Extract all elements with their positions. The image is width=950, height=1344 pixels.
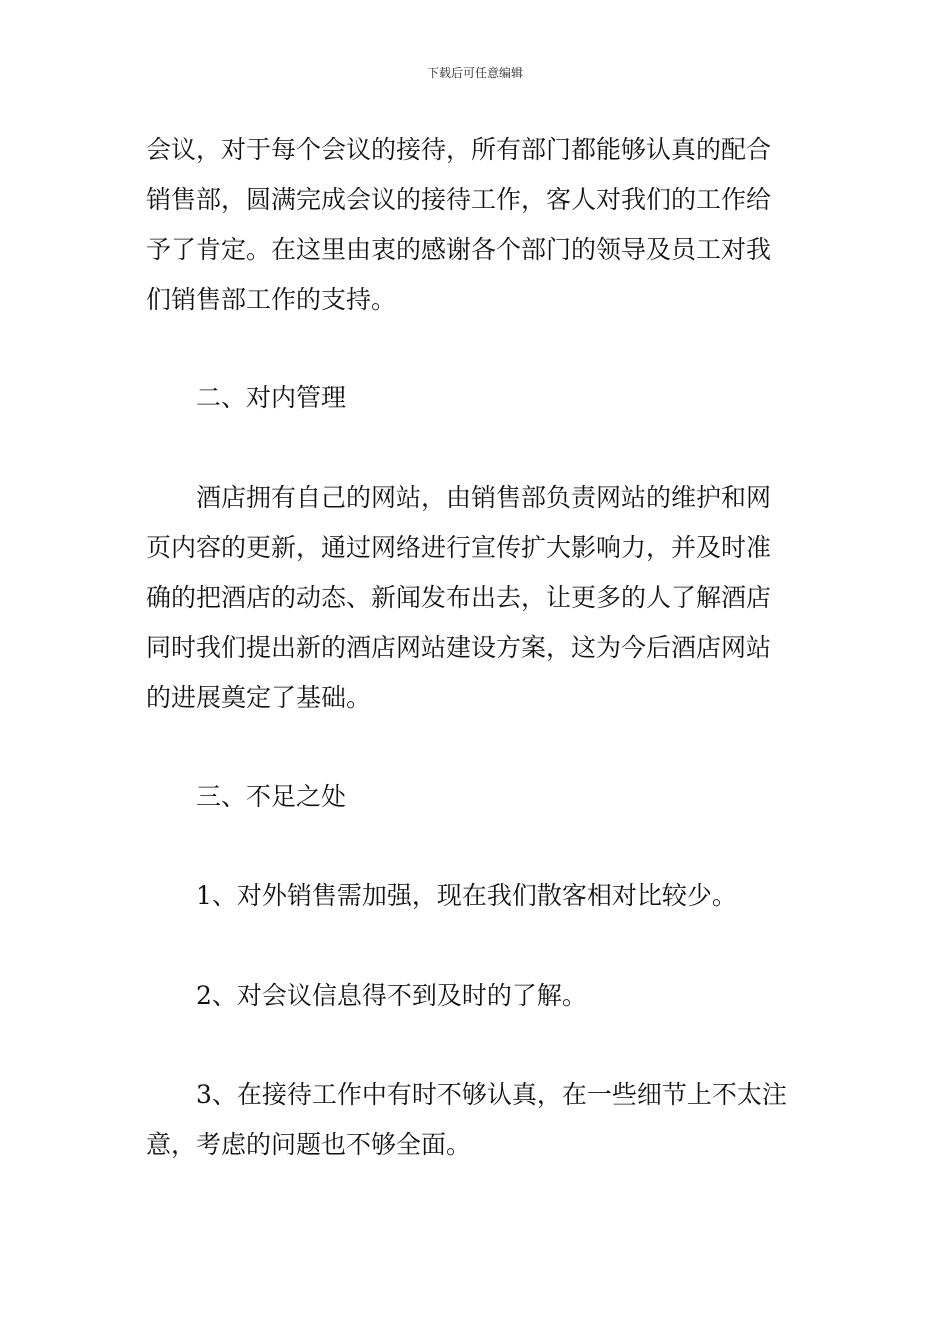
page-header-note: 下载后可任意编辑: [426, 66, 523, 80]
paragraph-line: 的进展奠定了基础。: [146, 683, 372, 712]
list-item-3: [146, 1070, 808, 1170]
list-item-2: 2、对会议信息得不到及时的了解。: [196, 981, 587, 1010]
paragraph-line: 意，考虑的问题也不够全面。: [146, 1130, 472, 1159]
paragraph-line: 销售部，圆满完成会议的接待工作，客人对我们的工作给: [146, 185, 772, 214]
paragraph-line: 们销售部工作的支持。: [146, 285, 397, 314]
paragraph-line: 酒店拥有自己的网站，由销售部负责网站的维护和网: [196, 483, 772, 512]
paragraph-meeting-reception: [146, 125, 808, 325]
paragraph-line: 页内容的更新，通过网络进行宣传扩大影响力，并及时准: [146, 533, 772, 562]
paragraph-line: 会议，对于每个会议的接待，所有部门都能够认真的配合: [146, 135, 772, 164]
paragraph-line: 确的把酒店的动态、新闻发布出去，让更多的人了解酒店: [146, 583, 772, 612]
paragraph-line: 予了肯定。在这里由衷的感谢各个部门的领导及员工对我: [146, 235, 772, 264]
section-heading-shortcomings: 三、不足之处: [196, 782, 347, 811]
list-item-1: 1、对外销售需加强，现在我们散客相对比较少。: [196, 881, 737, 910]
paragraph-line: 3、在接待工作中有时不够认真，在一些细节上不太注: [196, 1080, 787, 1109]
paragraph-website: [146, 473, 808, 723]
paragraph-line: 同时我们提出新的酒店网站建设方案，这为今后酒店网站: [146, 633, 772, 662]
section-heading-internal-management: 二、对内管理: [196, 383, 347, 412]
